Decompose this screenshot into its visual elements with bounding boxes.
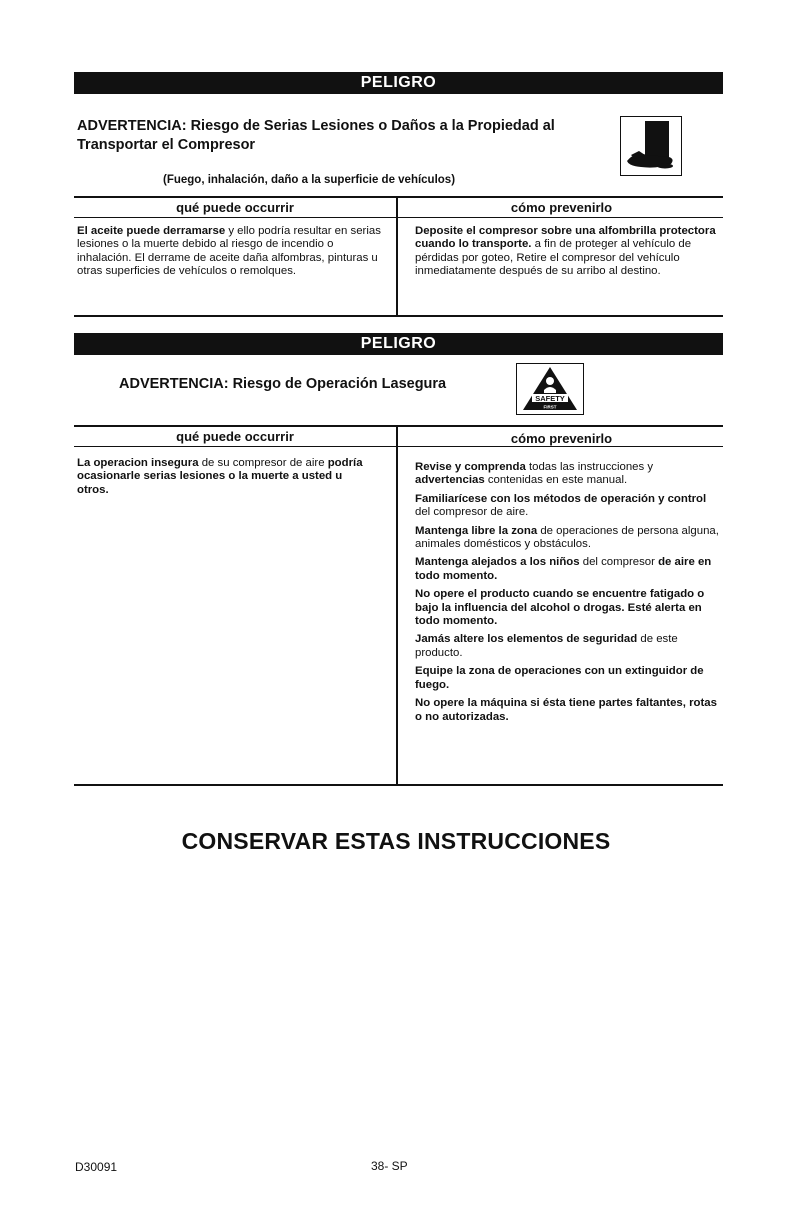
table2-header-rule	[74, 446, 723, 447]
table2-top-rule	[74, 425, 723, 427]
table1-right-header: cómo prevenirlo	[510, 200, 613, 215]
unsafe-bold1: La operacion insegura	[77, 457, 199, 469]
transport-subtitle: (Fuego, inhalación, daño a la superficie de vehículos)	[163, 174, 456, 186]
unsafe-bold2: podría ocasionarle serias lesiones o la muerte a usted u otros.	[77, 457, 363, 496]
operation-warning-heading: ADVERTENCIA: Riesgo de Operación Lasegura	[119, 376, 447, 392]
table1-divider	[396, 197, 398, 316]
table1-right-cell	[415, 225, 720, 279]
safety-first-icon	[516, 363, 584, 415]
table2-divider	[396, 426, 398, 785]
peligro-banner-2: PELIGRO	[74, 333, 723, 355]
list-item: Revise y comprenda todas las instrucciones y advertencias contenidas en este manual.	[415, 461, 654, 487]
oil-drip-icon	[620, 116, 682, 176]
list-item: No opere la máquina si ésta tiene partes faltantes, rotas o no autorizadas.	[415, 697, 717, 723]
oil-spill-bold: El aceite puede derramarse	[77, 225, 226, 237]
unsafe-text1: de su compresor de aire	[198, 457, 328, 469]
list-item: Equipe la zona de operaciones con un extinguidor de fuego.	[415, 665, 704, 691]
table1-header-rule	[74, 217, 723, 218]
table2-left-cell	[77, 457, 377, 497]
list-item: No opere el producto cuando se encuentre fatigado o bajo la influencia del alcohol o drogas. Esté alerta en todo momento.	[415, 588, 705, 628]
peligro-banner-1: PELIGRO	[74, 72, 723, 94]
list-item: Mantenga alejados a los niños del compresor de aire en todo momento.	[415, 556, 712, 582]
table2-left-header: qué puede occurrir	[176, 429, 294, 444]
oil-spill-text: y ello podría resultar en serias lesiones o la muerte debido al riesgo de incendio o inhalación. El derrame de aceite daña alfombras, pinturas u otras superficies de vehículos o remolques.	[77, 225, 381, 278]
mat-bold: Deposite el compresor sobre una alfombrilla protectora cuando lo transporte.	[415, 225, 716, 251]
table2-bottom-rule	[74, 784, 723, 786]
table1-left-cell	[77, 225, 382, 279]
table2-right-header: cómo prevenirlo	[510, 431, 613, 446]
list-item: Mantenga libre la zona de operaciones de persona alguna, animales domésticos y obstáculos.	[415, 524, 719, 551]
table1-bottom-rule	[74, 315, 723, 317]
conservar-heading: CONSERVAR ESTAS INSTRUCCIONES	[181, 828, 611, 854]
safety-icon-label-top: SAFETY	[535, 394, 565, 403]
list-item: Familiarícese con los métodos de operación y control del compresor de aire.	[415, 492, 707, 519]
table1-top-rule	[74, 196, 723, 198]
transport-warning-line2: Transportar el Compresor	[77, 137, 256, 153]
transport-warning-line1: ADVERTENCIA: Riesgo de Serias Lesiones o Daños a la Propiedad al	[77, 118, 555, 134]
table1-left-header: qué puede occurrir	[176, 200, 294, 215]
mat-text: a fin de proteger al vehículo de pérdidas por goteo, Retire el compresor del vehículo inmediatamente después de su arribo al destino.	[415, 238, 692, 278]
safety-icon-label-bottom: FIRST	[543, 404, 557, 410]
transport-warning-heading	[77, 117, 617, 155]
list-item: Jamás altere los elementos de seguridad de este producto.	[415, 633, 678, 659]
table2-right-cell	[415, 461, 720, 729]
page-number: 38- SP	[371, 1159, 408, 1173]
doc-code: D30091	[75, 1160, 118, 1174]
